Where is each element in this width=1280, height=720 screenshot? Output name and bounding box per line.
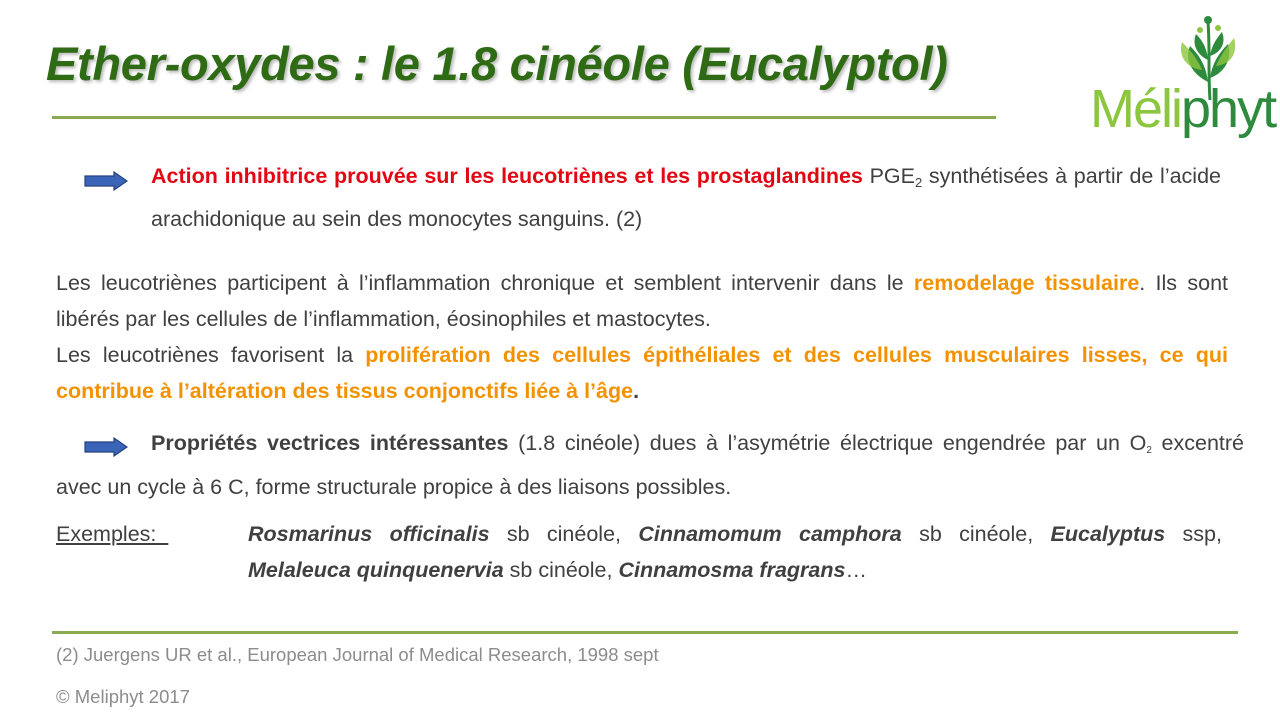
text-asymmetry: (1.8 cinéole) dues à l’asymétrie électrique engendrée par un O	[508, 431, 1147, 455]
text-favor: Les leucotriènes favorisent la	[56, 343, 366, 367]
meliphyt-logo	[1082, 12, 1276, 152]
bullet-inhibitory-action	[151, 158, 1221, 237]
species-melaleuca: Melaleuca quinquenervia	[248, 558, 504, 582]
indent-wrapper	[56, 431, 509, 455]
species-rosmarinus: Rosmarinus officinalis	[248, 522, 490, 546]
bullet-vector-properties	[56, 425, 1244, 505]
chemotype-text: sb cinéole,	[489, 522, 639, 546]
species-cinnamosma: Cinnamosma fragrans	[618, 558, 846, 582]
ellipsis: …	[845, 558, 867, 582]
text-pge: PGE	[862, 164, 915, 188]
species-cinnamomum: Cinnamomum camphora	[638, 522, 902, 546]
highlight-tissue-remodeling: remodelage tissulaire	[913, 271, 1140, 295]
footnote-reference: (2) Juergens UR et al., European Journal of Medical Research, 1998 sept	[56, 644, 659, 665]
paragraph-leukotrienes	[56, 265, 1228, 409]
text-released-by: . Ils sont libérés par les cellules de l’inflammation, éosinophiles et mastocytes.	[56, 271, 1228, 331]
text-structure: excentré avec un cycle à 6 C, forme structurale propice à des liaisons possibles.	[56, 431, 1244, 499]
highlight-proliferation: prolifération des cellules épithéliales et des cellules musculaires lisses, ce qui contribue à l’altération des tissus conjonctifs liée à l’âge	[56, 343, 1229, 403]
text-synthesis: synthétisées à partir de l’acide arachidonique au sein des monocytes sanguins. (2)	[151, 164, 1222, 231]
species-eucalyptus: Eucalyptus	[1050, 522, 1166, 546]
copyright: © Meliphyt 2017	[56, 686, 190, 707]
chemotype-text: ssp,	[1165, 522, 1222, 546]
text-leukotrienes-intro: Les leucotriènes participent à l’inflammation chronique et semblent intervenir dans le	[56, 271, 914, 295]
slide-title: Ether-oxydes : le 1.8 cinéole (Eucalyptol)	[46, 37, 948, 90]
examples-list	[248, 516, 1222, 588]
examples-label: Exemples:	[56, 522, 169, 546]
logo-word-phyt: phyt	[1181, 79, 1276, 139]
title-divider	[52, 116, 996, 119]
logo-word-meli: Méli	[1090, 79, 1182, 139]
chemotype-text: sb cinéole,	[901, 522, 1051, 546]
highlight-inhibitory-action: Action inhibitrice prouvée sur les leucotriènes et les prostaglandines	[151, 164, 863, 188]
chemotype-text: sb cinéole,	[503, 558, 619, 582]
subscript-2: 2	[1146, 445, 1152, 456]
subscript-2: 2	[914, 175, 923, 190]
footer-divider	[52, 631, 1238, 634]
text-period: .	[633, 379, 640, 403]
logo-wordmark	[1090, 78, 1275, 140]
highlight-vector-properties: Propriétés vectrices intéressantes	[151, 431, 509, 455]
right-arrow-icon	[84, 171, 128, 191]
